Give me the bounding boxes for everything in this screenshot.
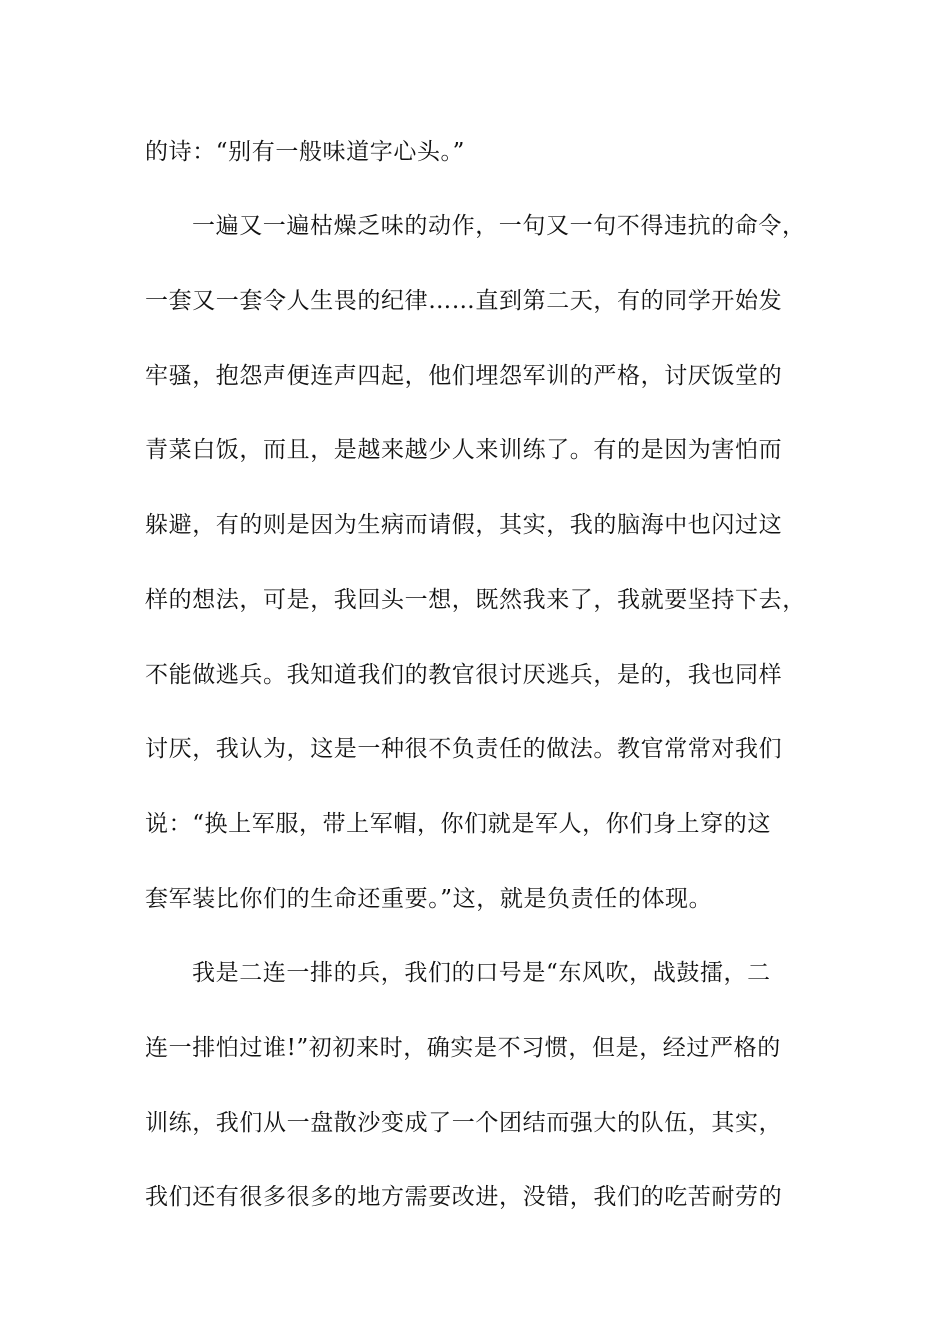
text-line: 青菜白饭，而且，是越来越少人来训练了。有的是因为害怕而 [145, 437, 783, 463]
text-line: 的诗：“别有一般味道字心头。” [145, 139, 466, 165]
text-line: 我们还有很多很多的地方需要改进，没错，我们的吃苦耐劳的 [145, 1184, 783, 1210]
text-line: 一遍又一遍枯燥乏味的动作，一句又一句不得违抗的命令， [192, 213, 806, 239]
text-line: 一套又一套令人生畏的纪律……直到第二天，有的同学开始发 [145, 288, 783, 314]
text-line: 讨厌，我认为，这是一种很不负责任的做法。教官常常对我们 [145, 736, 783, 762]
text-line: 不能做逃兵。我知道我们的教官很讨厌逃兵，是的，我也同样 [145, 662, 783, 688]
text-line: 连一排怕过谁!”初初来时，确实是不习惯，但是，经过严格的 [145, 1035, 781, 1061]
text-line: 躲避，有的则是因为生病而请假，其实，我的脑海中也闪过这 [145, 512, 783, 538]
text-line: 样的想法，可是，我回头一想，既然我来了，我就要坚持下去， [145, 587, 806, 613]
text-line: 牢骚，抱怨声便连声四起，他们埋怨军训的严格，讨厌饭堂的 [145, 363, 783, 389]
text-line: 训练，我们从一盘散沙变成了一个团结而强大的队伍，其实， [145, 1110, 783, 1136]
text-line: 说：“换上军服，带上军帽，你们就是军人，你们身上穿的这 [145, 811, 771, 837]
text-line: 套军装比你们的生命还重要。”这，就是负责任的体现。 [145, 886, 713, 912]
text-line: 我是二连一排的兵，我们的口号是“东风吹，战鼓擂，二 [192, 960, 771, 986]
